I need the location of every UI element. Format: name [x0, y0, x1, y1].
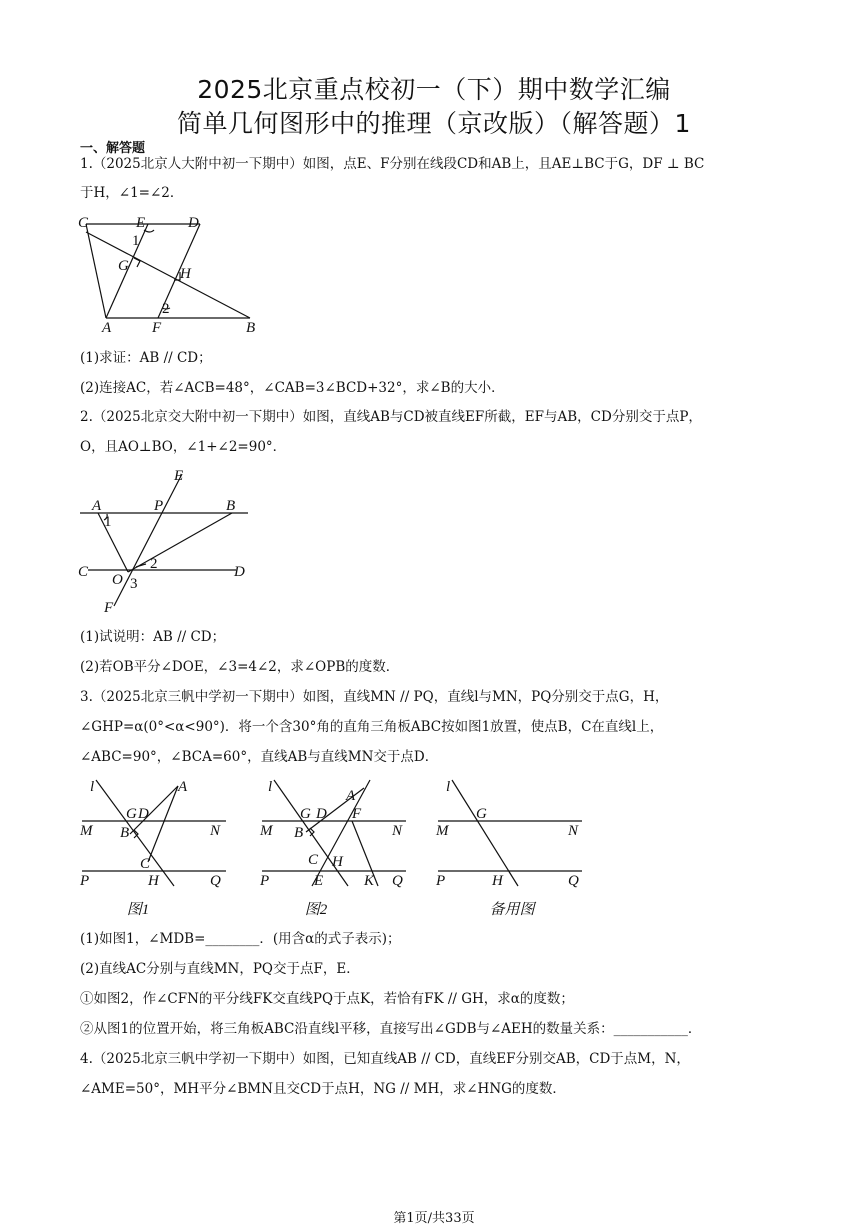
fig1-label-E: E [136, 215, 146, 231]
q3-line1: 3.（2025北京三帆中学初一下期中）如图，直线MN // PQ，直线l与MN，PQ分别交于点G，H， [80, 689, 669, 705]
q1-line1: 1.（2025北京人大附中初一下期中）如图，点E、F分别在线段CD和AB上，且AE⊥BC于G，DF ⊥ BC [80, 156, 705, 172]
q3-part2: (2)直线AC分别与直线MN，PQ交于点F，E． [80, 961, 360, 977]
fig4-label-l: l [268, 779, 273, 795]
fig3-label-A: A [178, 779, 188, 795]
fig5-label-P: P [436, 873, 446, 889]
fig5-label-N: N [568, 823, 579, 839]
figure-q3-spare [432, 774, 592, 924]
q3-line2: ∠GHP=α(0°<α<90°)．将一个含30°角的直角三角板ABC按如图1放置，使点B，C在直线l上， [80, 719, 664, 735]
fig4-label-F: F [352, 806, 362, 822]
q2-part2: (2)若OB平分∠DOE，∠3=4∠2，求∠OPB的度数． [80, 659, 400, 675]
fig1-label-G: G [118, 258, 129, 274]
fig1-label-C: C [78, 215, 89, 231]
fig2-label-C: C [78, 564, 89, 580]
fig2-label-B: B [226, 498, 236, 514]
fig4-label-E: E [314, 873, 324, 889]
fig4-label-Q: Q [392, 873, 403, 889]
fig4-label-H: H [332, 854, 343, 870]
fig4-label-B: B [294, 825, 304, 841]
q1-part2: (2)连接AC，若∠ACB=48°，∠CAB=3∠BCD+32°，求∠B的大小． [80, 380, 505, 396]
fig4-label-A: A [346, 788, 356, 804]
figure-q2 [76, 466, 256, 616]
fig5-label-l: l [446, 779, 451, 795]
fig3-label-C: C [140, 856, 151, 872]
fig1-label-F: F [152, 320, 162, 336]
q4-line2: ∠AME=50°，MH平分∠BMN且交CD于点H，NG // MH，求∠HNG的度数． [80, 1081, 566, 1097]
fig3-label-D: D [138, 806, 149, 822]
fig2-label-D: D [234, 564, 245, 580]
q4-line1: 4.（2025北京三帆中学初一下期中）如图，已知直线AB // CD，直线EF分别交AB，CD于点M，N， [80, 1051, 690, 1067]
fig2-label-2: 2 [150, 556, 158, 572]
figure-q3-1 [76, 774, 236, 924]
q3-part2b: ②从图1的位置开始，将三角板ABC沿直线l平移，直接写出∠GDB与∠AEH的数量关系：___________． [80, 1021, 702, 1037]
fig2-label-3: 3 [130, 576, 138, 592]
fig4-caption: 图2 [304, 902, 328, 918]
fig5-label-G: G [476, 806, 487, 822]
q2-line1: 2.（2025北京交大附中初一下期中）如图，直线AB与CD被直线EF所截，EF与AB，CD分别交于点P， [80, 409, 702, 425]
fig2-label-O: O [112, 572, 123, 588]
q1-line2: 于H，∠1=∠2． [80, 185, 184, 201]
q3-part2a: ①如图2，作∠CFN的平分线FK交直线PQ于点K，若恰有FK // GH，求α的度数； [80, 991, 574, 1007]
fig5-caption: 备用图 [489, 902, 535, 918]
fig1-label-A: A [102, 320, 112, 336]
fig3-label-Q: Q [210, 873, 221, 889]
fig1-label-H: H [180, 266, 191, 282]
q2-line2: O，且AO⊥BO，∠1+∠2=90°． [80, 439, 287, 455]
q3-part1: (1)如图1，∠MDB=________．(用含α的式子表示)； [80, 931, 401, 947]
q2-part1: (1)试说明：AB // CD； [80, 629, 226, 645]
figure-q3-2 [256, 774, 416, 924]
figure-q1 [76, 210, 266, 340]
doc-title-line2: 简单几何图形中的推理（京改版）（解答题）1 [177, 109, 691, 138]
section-heading: 一、解答题 [80, 141, 146, 156]
fig2-label-P: P [154, 498, 164, 514]
fig2-label-F: F [104, 600, 114, 616]
page-footer: 第1页/共33页 [393, 1211, 475, 1226]
fig3-label-M: M [80, 823, 93, 839]
fig2-label-E: E [174, 468, 184, 484]
q1-part1: (1)求证：AB // CD； [80, 350, 212, 366]
fig3-label-H: H [148, 873, 159, 889]
fig3-label-G: G [126, 806, 137, 822]
fig2-label-1: 1 [104, 514, 112, 530]
fig1-label-2: 2 [162, 301, 170, 317]
fig3-label-l: l [90, 779, 95, 795]
fig4-label-N: N [392, 823, 403, 839]
fig1-label-1: 1 [132, 233, 140, 249]
q3-line3: ∠ABC=90°，∠BCA=60°，直线AB与直线MN交于点D． [80, 749, 439, 765]
fig4-label-D: D [316, 806, 327, 822]
fig4-label-M: M [260, 823, 273, 839]
fig4-label-G: G [300, 806, 311, 822]
fig3-label-N: N [210, 823, 221, 839]
doc-title-line1: 2025北京重点校初一（下）期中数学汇编 [197, 75, 671, 104]
fig5-label-M: M [436, 823, 449, 839]
fig3-label-P: P [80, 873, 90, 889]
fig4-label-P: P [260, 873, 270, 889]
fig2-label-A: A [92, 498, 102, 514]
fig1-label-D: D [188, 215, 199, 231]
fig5-label-H: H [492, 873, 503, 889]
fig3-caption: 图1 [126, 902, 150, 918]
fig5-label-Q: Q [568, 873, 579, 889]
fig1-label-B: B [246, 320, 256, 336]
fig4-label-K: K [364, 873, 375, 889]
fig3-label-B: B [120, 825, 130, 841]
fig4-label-C: C [308, 852, 319, 868]
